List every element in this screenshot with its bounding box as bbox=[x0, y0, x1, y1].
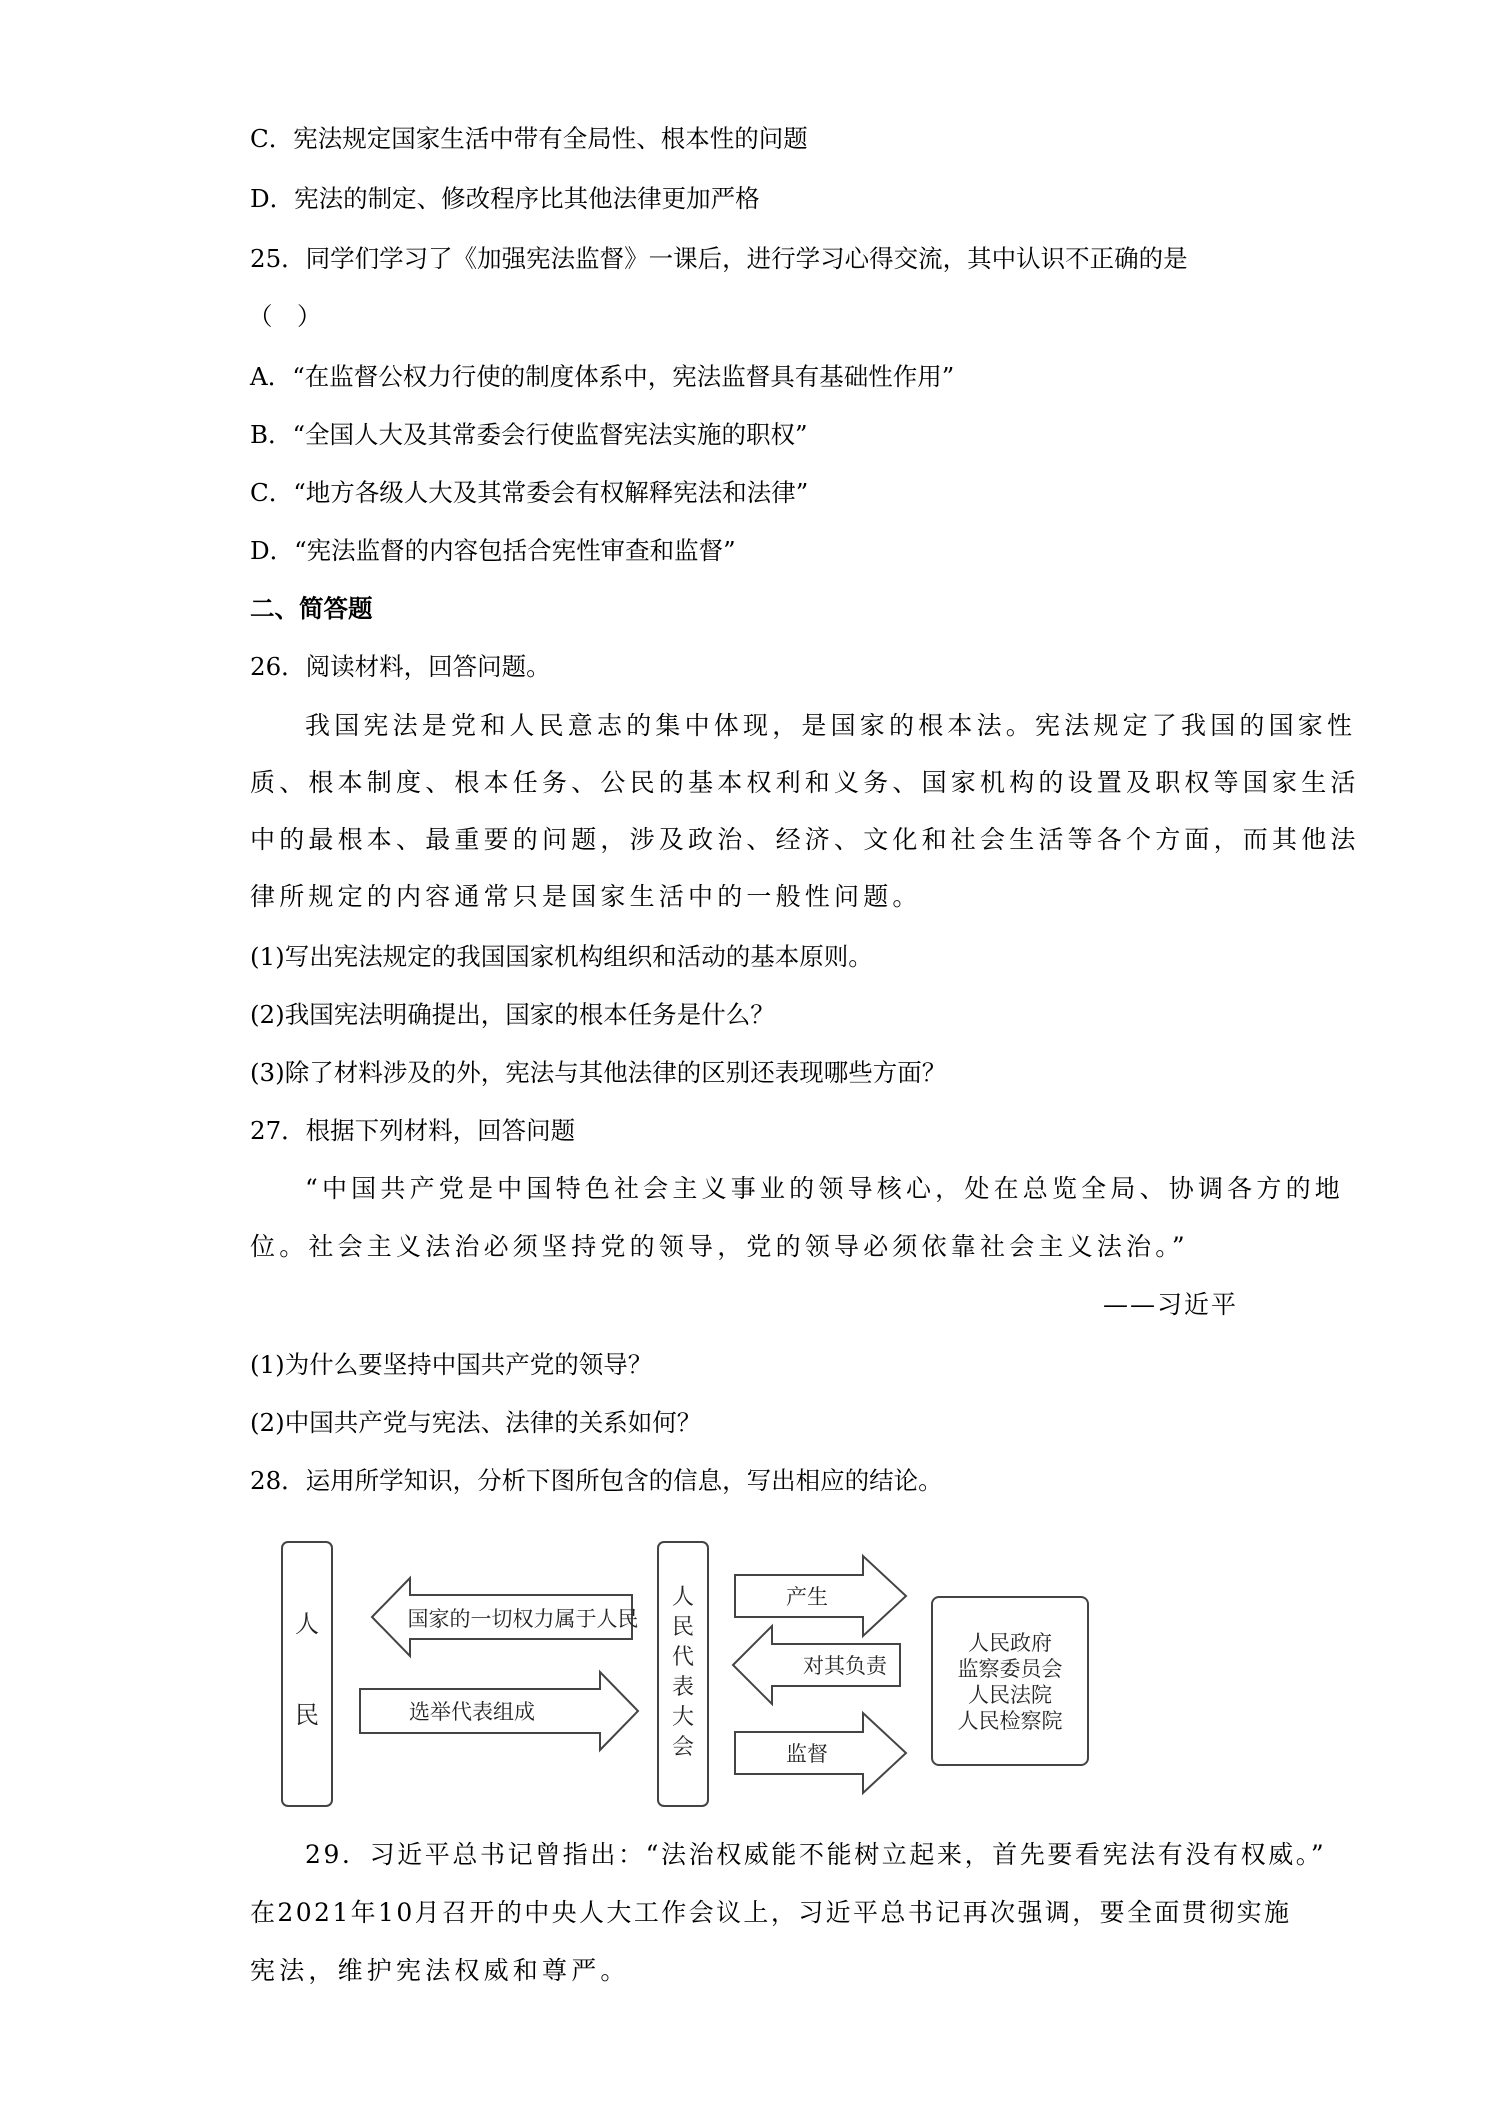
people-char: 民 bbox=[295, 1701, 319, 1729]
q24-option-d: D．宪法的制定、修改程序比其他法律更加严格 bbox=[250, 184, 760, 213]
q26-question: (3)除了材料涉及的外，宪法与其他法律的区别还表现哪些方面？ bbox=[250, 1058, 947, 1087]
q26-material-line: 律所规定的内容通常只是国家生活中的一般性问题。 bbox=[250, 882, 922, 911]
organ-label: 人民法院 bbox=[968, 1683, 1052, 1707]
congress-char: 大 bbox=[671, 1705, 695, 1730]
q28-stem: 28．运用所学知识，分析下图所包含的信息，写出相应的结论。 bbox=[250, 1466, 943, 1495]
q25-option-c: C．“地方各级人大及其常委会有权解释宪法和法律” bbox=[250, 478, 809, 507]
q26-stem: 26．阅读材料，回答问题。 bbox=[250, 652, 551, 681]
q29-line: 29．习近平总书记曾指出：“法治权威能不能树立起来，首先要看宪法有没有权威。” bbox=[305, 1840, 1327, 1869]
q24-option-c: C．宪法规定国家生活中带有全局性、根本性的问题 bbox=[250, 124, 808, 153]
congress-char: 表 bbox=[671, 1675, 695, 1700]
organ-label: 监察委员会 bbox=[957, 1657, 1063, 1681]
section-title: 二、简答题 bbox=[250, 594, 373, 623]
organ-label: 人民政府 bbox=[968, 1631, 1052, 1655]
q27-question: (1)为什么要坚持中国共产党的领导？ bbox=[250, 1350, 653, 1379]
q27-attribution: ——习近平 bbox=[1102, 1290, 1238, 1319]
responsible-label: 对其负责 bbox=[803, 1654, 887, 1678]
q26-question: (1)写出宪法规定的我国国家机构组织和活动的基本原则。 bbox=[250, 942, 873, 971]
q29-line: 在2021年10月召开的中央人大工作会议上，习近平总书记再次强调，要全面贯彻实施 bbox=[250, 1898, 1292, 1927]
state-structure-diagram bbox=[280, 1540, 1100, 1824]
congress-char: 会 bbox=[671, 1735, 695, 1760]
arrow-bottom-label: 选举代表组成 bbox=[409, 1700, 535, 1724]
q26-question: (2)我国宪法明确提出，国家的根本任务是什么？ bbox=[250, 1000, 775, 1029]
q27-stem: 27．根据下列材料，回答问题 bbox=[250, 1116, 576, 1145]
q25-option-b: B．“全国人大及其常委会行使监督宪法实施的职权” bbox=[250, 420, 808, 449]
people-box bbox=[282, 1542, 332, 1806]
organs-box bbox=[932, 1597, 1088, 1765]
q25-bracket: （ ） bbox=[248, 302, 322, 331]
people-char: 人 bbox=[295, 1610, 319, 1638]
q27-question: (2)中国共产党与宪法、法律的关系如何？ bbox=[250, 1408, 702, 1437]
arrow-top-label: 国家的一切权力属于人民 bbox=[407, 1607, 639, 1631]
q25-stem: 25．同学们学习了《加强宪法监督》一课后，进行学习心得交流，其中认识不正确的是 bbox=[250, 244, 1188, 273]
congress-char: 人 bbox=[671, 1585, 695, 1610]
q26-material-line: 中的最根本、最重要的问题，涉及政治、经济、文化和社会生活等各个方面，而其他法 bbox=[250, 825, 1360, 854]
congress-char: 民 bbox=[671, 1615, 695, 1640]
q25-option-d: D．“宪法监督的内容包括合宪性审查和监督” bbox=[250, 536, 736, 565]
produce-label: 产生 bbox=[786, 1585, 828, 1609]
q29-line: 宪法，维护宪法权威和尊严。 bbox=[250, 1956, 630, 1985]
q26-material-line: 我国宪法是党和人民意志的集中体现，是国家的根本法。宪法规定了我国的国家性 bbox=[305, 711, 1357, 740]
q27-quote-line: 位。社会主义法治必须坚持党的领导，党的领导必须依靠社会主义法治。” bbox=[250, 1232, 1189, 1261]
congress-box bbox=[658, 1542, 708, 1806]
congress-char: 代 bbox=[671, 1645, 695, 1670]
q27-quote-line: “中国共产党是中国特色社会主义事业的领导核心，处在总览全局、协调各方的地 bbox=[305, 1174, 1344, 1203]
supervise-label: 监督 bbox=[786, 1742, 828, 1766]
organ-label: 人民检察院 bbox=[957, 1709, 1063, 1733]
q26-material-line: 质、根本制度、根本任务、公民的基本权利和义务、国家机构的设置及职权等国家生活 bbox=[250, 768, 1360, 797]
q25-option-a: A．“在监督公权力行使的制度体系中，宪法监督具有基础性作用” bbox=[250, 362, 955, 391]
